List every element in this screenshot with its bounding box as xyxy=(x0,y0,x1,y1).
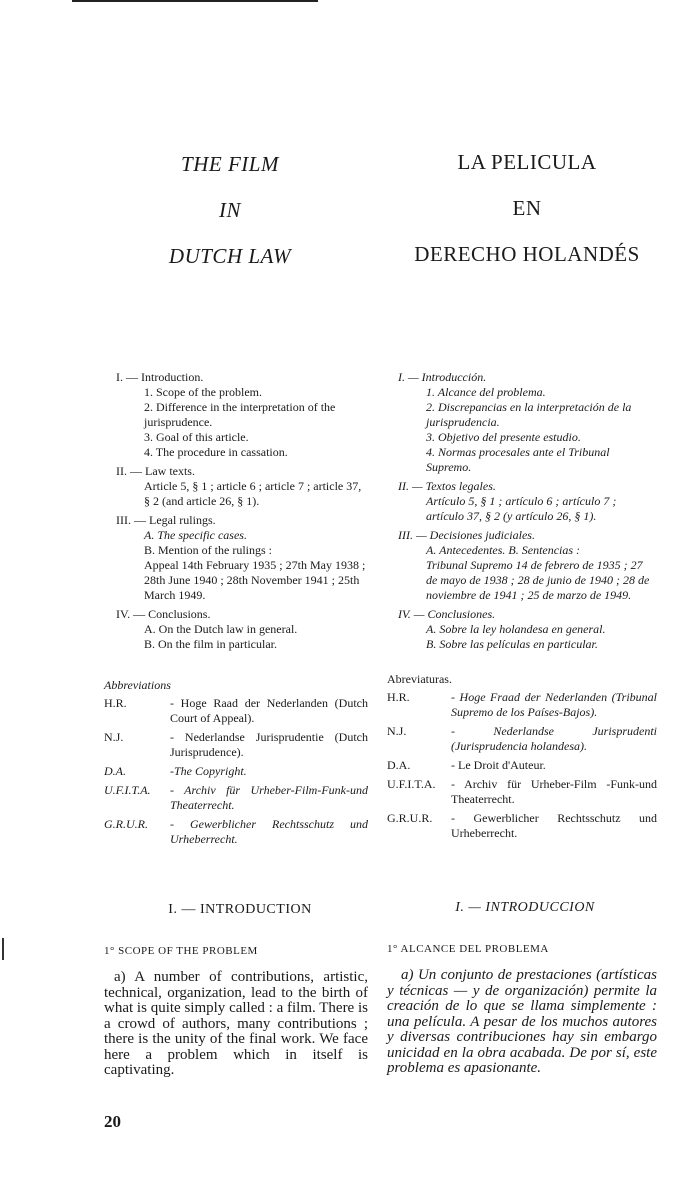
page-number: 20 xyxy=(104,1112,121,1131)
abbr-es-row xyxy=(387,724,657,754)
abbr-es-row xyxy=(387,811,657,841)
abbr-key: G.R.U.R. xyxy=(104,817,148,831)
toc-es-item: 2. Discrepancias en la interpretación de la jurisprudencia. xyxy=(426,400,632,429)
toc-es-s3: III. — Decisiones judiciales. xyxy=(398,528,535,542)
toc-en-s3-a: A. The specific cases. xyxy=(144,528,247,542)
toc-en-s4: IV. — Conclusions. xyxy=(116,607,211,621)
title-es-line3: DERECHO HOLANDÉS xyxy=(414,242,640,266)
title-en-line1: THE FILM xyxy=(181,152,279,176)
abbr-key: U.F.I.T.A. xyxy=(104,783,151,797)
abbr-key: D.A. xyxy=(387,758,411,772)
toc-en-item: 4. The procedure in cassation. xyxy=(144,445,288,459)
toc-en-s2-text: Article 5, § 1 ; article 6 ; article 7 ; article 37, § 2 (and article 26, § 1). xyxy=(144,479,362,508)
abbr-es-row xyxy=(387,777,657,807)
abbr-value: - Hoge Raad der Nederlanden (Dutch Court of Appeal). xyxy=(170,696,368,725)
abbr-key: N.J. xyxy=(387,724,407,738)
toc-en-s2: II. — Law texts. xyxy=(116,464,195,478)
abbr-key: H.R. xyxy=(387,690,410,704)
abbr-en xyxy=(104,678,368,847)
toc-es-s1: I. — Introducción. xyxy=(398,370,487,384)
section-heading-es: I. — INTRODUCCION xyxy=(455,900,595,915)
top-rule xyxy=(72,0,318,2)
toc-en-s3: III. — Legal rulings. xyxy=(116,513,216,527)
abbr-value: -The Copyright. xyxy=(170,764,247,778)
toc-es-s3-b-text: Tribunal Supremo 14 de febrero de 1935 ; 27 de mayo de 1938 ; 28 de junio de 1940 ; 28 de noviembre de 1941 ; 25 de marzo de 1949. xyxy=(426,558,650,602)
abbr-key: G.R.U.R. xyxy=(387,811,433,825)
toc-en xyxy=(116,370,368,652)
title-es-line2: EN xyxy=(512,196,542,220)
abbr-value: - Gewerblicher Rechtsschutz und Urheberrecht. xyxy=(170,817,368,846)
abbr-key: U.F.I.T.A. xyxy=(387,777,436,791)
abbr-en-row xyxy=(104,696,368,726)
abbr-value: - Le Droit d'Auteur. xyxy=(451,758,546,772)
toc-en-item: 1. Scope of the problem. xyxy=(144,385,262,399)
toc-en-item: 3. Goal of this article. xyxy=(144,430,249,444)
abbr-value: - Archiv für Urheber-Film -Funk-und Theaterrecht. xyxy=(451,777,657,806)
title-en-line3: DUTCH LAW xyxy=(168,244,292,268)
abbr-es-row xyxy=(387,758,657,773)
margin-mark xyxy=(2,938,4,960)
abbr-key: D.A. xyxy=(104,764,126,778)
toc-es xyxy=(398,370,656,652)
toc-es-s4-a: A. Sobre la ley holandesa en general. xyxy=(426,622,606,636)
subheading-es: 1° ALCANCE DEL PROBLEMA xyxy=(387,943,549,955)
abbr-value: - Hoge Fraad der Nederlanden (Tribunal Supremo de los Países-Bajos). xyxy=(451,690,657,719)
toc-en-s4-a: A. On the Dutch law in general. xyxy=(144,622,298,636)
toc-es-s4-b: B. Sobre las películas en particular. xyxy=(426,637,598,651)
toc-en-s4-b: B. On the film in particular. xyxy=(144,637,277,651)
abbr-en-row xyxy=(104,764,368,779)
toc-en-s1: I. — Introduction. xyxy=(116,370,204,384)
abbr-es xyxy=(387,672,657,841)
abbr-key: N.J. xyxy=(104,730,124,744)
section-heading-en: I. — INTRODUCTION xyxy=(168,902,312,917)
toc-es-item: 3. Objetivo del presente estudio. xyxy=(426,430,581,444)
title-es-line1: LA PELICULA xyxy=(457,150,597,174)
abbr-value: - Nederlandse Jurisprudenti (Jurisprudencia holandesa). xyxy=(451,724,657,753)
toc-es-s2: II. — Textos legales. xyxy=(398,479,496,493)
paragraph-en: a) A number of contributions, artistic, technical, organization, lead to the birth of what is quite simply called : a film. There is a crowd of authors, many contributions ; there is the unity of the final work. We face here a problem which in itself is captivating. xyxy=(104,969,368,1078)
toc-es-s3-ab: A. Antecedentes. B. Sentencias : xyxy=(426,543,581,557)
abbr-value: - Nederlandse Jurisprudentie (Dutch Jurisprudence). xyxy=(170,730,368,759)
toc-en-s3-b-text: Appeal 14th February 1935 ; 27th May 1938 ; 28th June 1940 ; 28th November 1941 ; 25th March 1949. xyxy=(144,558,366,602)
subheading-en: 1° SCOPE OF THE PROBLEM xyxy=(104,945,258,957)
abbr-en-row xyxy=(104,730,368,760)
abbr-en-row xyxy=(104,817,368,847)
toc-en-s3-b: B. Mention of the rulings : xyxy=(144,543,272,557)
abbr-es-row xyxy=(387,690,657,720)
abbr-value: - Archiv für Urheber-Film-Funk-und Theaterrecht. xyxy=(170,783,368,812)
abbr-key: H.R. xyxy=(104,696,127,710)
toc-es-item: 4. Normas procesales ante el Tribunal Supremo. xyxy=(426,445,610,474)
abbr-en-row xyxy=(104,783,368,813)
toc-es-s4: IV. — Conclusiones. xyxy=(398,607,496,621)
abbr-value: - Gewerblicher Rechtsschutz und Urheberrecht. xyxy=(451,811,657,840)
title-en-line2: IN xyxy=(219,198,241,222)
abbr-en-heading: Abbreviations xyxy=(104,678,171,692)
toc-es-item: 1. Alcance del problema. xyxy=(426,385,546,399)
toc-es-s2-text: Artículo 5, § 1 ; artículo 6 ; artículo 7 ; artículo 37, § 2 (y artículo 26, § 1). xyxy=(426,494,617,523)
paragraph-es: a) Un conjunto de prestaciones (artísticas y técnicas — y de organización) permite la creación de lo que se llama simplemente : una película. A pesar de los muchos autores y diversas contribuciones hay sin embargo unicidad en la obra acabada. De por sí, este problema es apasionante. xyxy=(387,967,657,1076)
toc-en-item: 2. Difference in the interpretation of the jurisprudence. xyxy=(144,400,336,429)
abbr-es-heading: Abreviaturas. xyxy=(387,672,452,686)
